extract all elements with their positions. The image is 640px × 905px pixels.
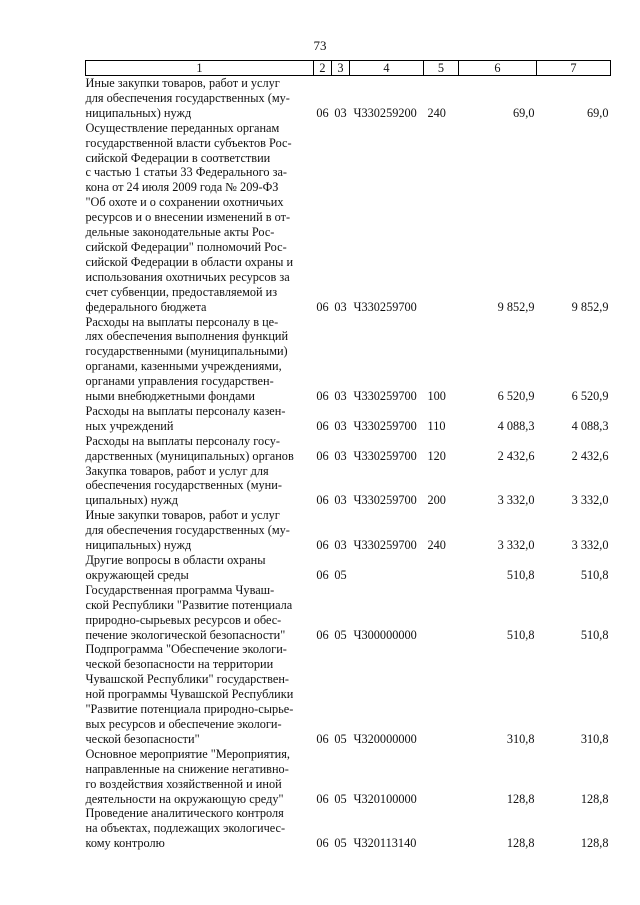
amount-col7: 2 432,6 <box>571 448 609 463</box>
subsection-code: 03 <box>334 538 347 553</box>
subsection-code: 03 <box>334 493 347 508</box>
row-name-text: Другие вопросы в области охраны окружающей среды <box>85 553 266 582</box>
table-row <box>86 642 611 746</box>
amount-col6: 6 520,9 <box>497 389 535 404</box>
subsection-code: 05 <box>334 836 347 851</box>
row-name <box>86 806 314 851</box>
target-article-code: Ч330259700 <box>353 493 417 508</box>
amount-col7: 128,8 <box>580 836 609 851</box>
row-name <box>86 404 314 434</box>
amount-col7: 9 852,9 <box>571 299 609 314</box>
subsection-code: 03 <box>334 299 347 314</box>
row-name <box>86 315 314 404</box>
subsection-code: 03 <box>334 448 347 463</box>
target-article-code: Ч330259700 <box>353 538 417 553</box>
row-name-text: Подпрограмма "Обеспечение экологи- ческой безопасности на территории Чувашской Республики" государствен- ной программы Чувашской Республики "Развитие потенциала природно-сырье- вых ресурсов и обеспечение экологи- ческой безопасности" <box>85 642 294 746</box>
column-header: 1 <box>86 61 314 76</box>
column-header: 2 <box>314 61 332 76</box>
amount-col6: 3 332,0 <box>497 538 535 553</box>
column-header: 4 <box>350 61 424 76</box>
section-code: 06 <box>316 627 329 642</box>
amount-col6: 310,8 <box>506 731 535 746</box>
table-row <box>86 315 611 404</box>
amount-col6: 2 432,6 <box>497 448 535 463</box>
amount-col6: 510,8 <box>506 627 535 642</box>
subsection-code: 05 <box>334 567 347 582</box>
row-name-text: Расходы на выплаты персоналу в це- лях обеспечения выполнения функций государственными (муниципальными) органами, казенными учреждениями, органами управления государствен- ными внебюджетными фондами <box>85 314 289 404</box>
expense-type-code <box>424 747 459 807</box>
subsection-code: 05 <box>334 791 347 806</box>
target-article-code: Ч330259700 <box>353 448 417 463</box>
target-article-code: Ч320113140 <box>353 836 417 851</box>
row-name <box>86 434 314 464</box>
subsection-code: 03 <box>334 105 347 120</box>
row-name <box>86 508 314 553</box>
row-name-text: Осуществление переданных органам государственной власти субъектов Рос- сийской Федерации в соответствии с частью 1 статьи 33 Федерального за- кона от 24 июля 2009 года № 209-ФЗ "Об охоте и о сохранении охотничьих ресурсов и о внесении изменений в от- дельные законодательные акты Рос- сийской Федерации" полномочий Рос- сийской Федерации в области охраны и использования охотничьих ресурсов за счет субвенции, предоставляемой из федерального бюджета <box>85 120 294 314</box>
row-name <box>86 76 314 121</box>
target-article-code: Ч320100000 <box>353 791 417 806</box>
subsection-code: 05 <box>334 627 347 642</box>
row-name-text: Основное мероприятие "Мероприятия, направленные на снижение негативно- го воздействия хозяйственной и иной деятельности на окружающую среду" <box>85 746 290 806</box>
amount-col6: 3 332,0 <box>497 493 535 508</box>
expense-type-code: 240 <box>427 105 446 120</box>
row-name <box>86 553 314 583</box>
column-header: 6 <box>459 61 537 76</box>
target-article-code: Ч300000000 <box>353 627 417 642</box>
target-article-code: Ч320000000 <box>353 731 417 746</box>
target-article-code: Ч330259200 <box>353 105 417 120</box>
amount-col7: 510,8 <box>580 627 609 642</box>
table-row <box>86 806 611 851</box>
amount-col6: 128,8 <box>506 791 535 806</box>
section-code: 06 <box>316 105 329 120</box>
section-code: 06 <box>316 493 329 508</box>
subsection-code: 05 <box>334 731 347 746</box>
expense-type-code: 240 <box>427 538 446 553</box>
section-code: 06 <box>316 791 329 806</box>
table-row <box>86 508 611 553</box>
target-article-code <box>350 553 424 583</box>
target-article-code: Ч330259700 <box>353 389 417 404</box>
table-row <box>86 76 611 121</box>
section-code: 06 <box>316 731 329 746</box>
row-name <box>86 747 314 807</box>
expense-type-code: 100 <box>427 389 446 404</box>
amount-col7: 3 332,0 <box>571 538 609 553</box>
subsection-code: 03 <box>334 389 347 404</box>
expense-type-code <box>424 642 459 746</box>
table-row <box>86 747 611 807</box>
table-row <box>86 553 611 583</box>
expense-type-code: 200 <box>427 493 446 508</box>
amount-col6: 510,8 <box>506 567 535 582</box>
column-header: 3 <box>332 61 350 76</box>
amount-col7: 69,0 <box>586 105 609 120</box>
amount-col7: 6 520,9 <box>571 389 609 404</box>
expense-type-code <box>424 121 459 315</box>
row-name <box>86 121 314 315</box>
table-row <box>86 583 611 643</box>
row-name-text: Иные закупки товаров, работ и услуг для обеспечения государственных (му- ниципальных) нужд <box>85 76 290 120</box>
section-code: 06 <box>316 538 329 553</box>
row-name-text: Расходы на выплаты персоналу госу- дарственных (муниципальных) органов <box>85 433 294 463</box>
amount-col7: 4 088,3 <box>571 418 609 433</box>
row-name-text: Государственная программа Чуваш- ской Республики "Развитие потенциала природно-сырьевых ресурсов и обес- печение экологической безопасности" <box>85 582 293 642</box>
expense-type-code <box>424 583 459 643</box>
budget-table <box>85 60 611 851</box>
column-header: 5 <box>424 61 459 76</box>
section-code: 06 <box>316 389 329 404</box>
row-name <box>86 642 314 746</box>
table-row <box>86 464 611 509</box>
table-body <box>86 76 611 852</box>
column-header: 7 <box>537 61 611 76</box>
row-name-text: Проведение аналитического контроля на объектах, подлежащих экологичес- кому контролю <box>85 806 286 851</box>
section-code: 06 <box>316 299 329 314</box>
amount-col6: 69,0 <box>512 105 535 120</box>
target-article-code: Ч330259700 <box>353 299 417 314</box>
table-row <box>86 121 611 315</box>
amount-col7: 510,8 <box>580 567 609 582</box>
row-name-text: Расходы на выплаты персоналу казен- ных учреждений <box>85 403 286 433</box>
expense-type-code <box>424 553 459 583</box>
section-code: 06 <box>316 836 329 851</box>
amount-col7: 310,8 <box>580 731 609 746</box>
amount-col6: 9 852,9 <box>497 299 535 314</box>
expense-type-code: 110 <box>427 418 446 433</box>
amount-col6: 4 088,3 <box>497 418 535 433</box>
row-name-text: Иные закупки товаров, работ и услуг для обеспечения государственных (му- ниципальных) нужд <box>85 508 290 553</box>
row-name <box>86 464 314 509</box>
amount-col6: 128,8 <box>506 836 535 851</box>
row-name-text: Закупка товаров, работ и услуг для обеспечения государственных (муни- ципальных) нужд <box>85 463 282 508</box>
table-row <box>86 434 611 464</box>
expense-type-code: 120 <box>427 448 446 463</box>
header-row <box>86 61 611 76</box>
expense-type-code <box>424 806 459 851</box>
page-number: 73 <box>313 38 327 53</box>
amount-col7: 128,8 <box>580 791 609 806</box>
row-name <box>86 583 314 643</box>
subsection-code: 03 <box>334 418 347 433</box>
target-article-code: Ч330259700 <box>353 418 417 433</box>
table-row <box>86 404 611 434</box>
section-code: 06 <box>316 567 329 582</box>
section-code: 06 <box>316 418 329 433</box>
amount-col7: 3 332,0 <box>571 493 609 508</box>
section-code: 06 <box>316 448 329 463</box>
